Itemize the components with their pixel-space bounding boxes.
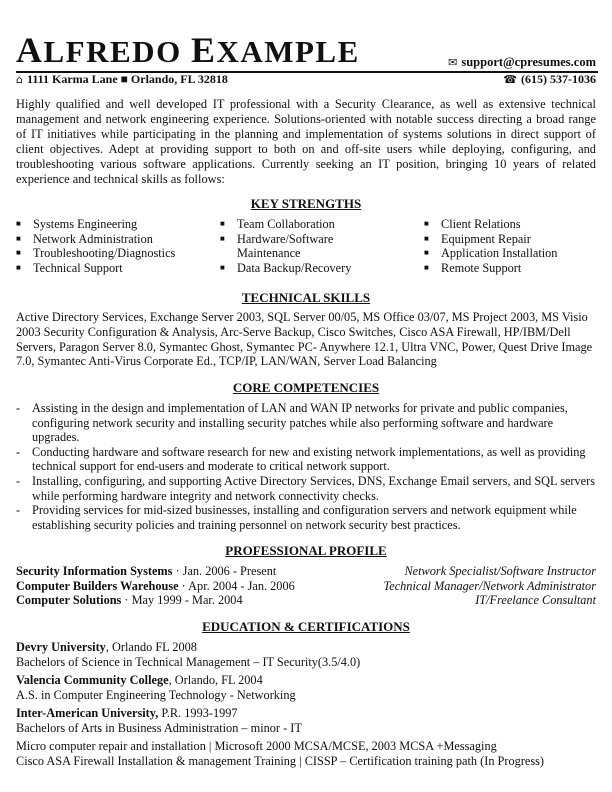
education-entry — [16, 640, 596, 669]
key-strengths-col-2 — [220, 217, 370, 275]
email-address[interactable]: ✉ support@cpresumes.com — [448, 55, 596, 69]
list-item: - Installing, configuring, and supporting Active Directory Services, DNS, Exchange Email servers, and SQL servers while performing hardware integrity and network connectivity checks. — [16, 474, 596, 503]
school-name: Inter-American University, — [16, 706, 159, 720]
employer-name: Security Information Systems — [16, 564, 173, 578]
list-item: ■ Technical Support — [16, 261, 216, 276]
postal-address: ⌂ 1111 Karma Lane ■ Orlando, FL 32818 — [16, 72, 228, 86]
phone-number[interactable]: ☎ (615) 537-1036 — [503, 72, 596, 86]
list-item: ■ Data Backup/Recovery — [220, 261, 370, 276]
school-location: , Orlando, FL 2004 — [168, 673, 263, 687]
profile-row — [16, 593, 596, 608]
certifications-line: Cisco ASA Firewall Installation & management Training | CISSP – Certification training path (In Progress) — [16, 753, 544, 768]
education-entry — [16, 706, 596, 735]
list-item: ■ Hardware/Software Maintenance — [220, 232, 370, 261]
professional-profile-list — [16, 564, 596, 608]
key-strengths-col-3 — [424, 217, 599, 275]
key-strengths-col-1 — [16, 217, 216, 275]
employment-dates: · May 1999 - Mar. 2004 — [121, 593, 243, 608]
job-title: Technical Manager/Network Administrator — [383, 578, 596, 593]
degree: A.S. in Computer Engineering Technology - Networking — [16, 687, 296, 702]
certifications-line: Micro computer repair and installation | Microsoft 2000 MCSA/MCSE, 2003 MCSA +Messaging — [16, 739, 497, 753]
envelope-icon: ✉ — [448, 56, 458, 69]
section-title-key-strengths: KEY STRENGTHS — [250, 196, 362, 211]
list-item: ■ Equipment Repair — [424, 232, 599, 247]
degree: Bachelors of Arts in Business Administration – minor - IT — [16, 720, 302, 735]
school-name: Valencia Community College — [16, 673, 169, 687]
section-title-professional-profile: PROFESSIONAL PROFILE — [225, 543, 387, 558]
section-title-technical-skills: TECHNICAL SKILLS — [241, 290, 371, 305]
school-location: , Orlando FL 2008 — [105, 640, 197, 654]
job-title: Network Specialist/Software Instructor — [404, 564, 596, 578]
school-name: Devry University — [16, 640, 106, 654]
employer-name: Computer Solutions — [16, 593, 122, 608]
list-item: ■ Client Relations — [424, 217, 599, 232]
list-item: - Conducting hardware and software research for new and existing network implementations, as well as providing technical support for end-users and moderate to critical network support. — [16, 445, 596, 474]
core-competencies-list — [16, 401, 596, 532]
section-title-education: EDUCATION & CERTIFICATIONS — [202, 619, 410, 634]
employer-name: Computer Builders Warehouse — [16, 578, 179, 593]
school-location: P.R. 1993-1997 — [158, 706, 238, 720]
home-icon: ⌂ — [16, 73, 23, 86]
list-item: - Assisting in the design and implementation of LAN and WAN IP networks for private and public companies, configuring network security and installing security patches while also performing software and hardware upgrades. — [16, 401, 596, 445]
profile-row — [16, 579, 596, 594]
list-item: - Providing services for mid-sized businesses, installing and configuration servers and network equipment while establishing security policies and training personnel on network security best practices. — [16, 503, 596, 532]
employment-dates: · Apr. 2004 - Jan. 2006 — [178, 578, 295, 593]
list-item: ■ Network Administration — [16, 232, 216, 247]
list-item: ■ Remote Support — [424, 261, 599, 276]
candidate-name: ALFREDO EXAMPLE — [16, 30, 360, 70]
education-entry — [16, 673, 596, 702]
professional-summary: Highly qualified and well developed IT professional with a Security Clearance, as well as extensive technical management and network engineering experience. Solutions-oriented with notable success directing a broad range of IT initiatives while participating in the planning and implementation of systems solutions in direct support of client objectives. Adept at providing support to both on and off-site users while deploying, configuring, and troubleshooting various software applications. Currently seeking an IT position, bringing 10 years of related experience and technical skills as follows: — [16, 97, 596, 186]
list-item: ■ Team Collaboration — [220, 217, 370, 232]
job-title: IT/Freelance Consultant — [475, 593, 596, 608]
employment-dates: · Jan. 2006 - Present — [172, 564, 277, 578]
technical-skills-text: Active Directory Services, Exchange Server 2003, SQL Server 00/05, MS Office 03/07, MS Project 2003, MS Visio 2003 Security Configuration & Analysis, Arc-Serve Backup, Cisco Switches, Cisco ASA Firewall, HP/IBM/Dell Servers, Paragon Server 8.0, Symantec Ghost, Symantec PC- Anywhere 12.1, Ultra VNC, Power, Quest Drive Image 7.0, Symantec Anti-Virus Corporate Ed., TCP/IP, LAN/WAN, Server Load Balancing — [16, 310, 593, 369]
education-list — [16, 640, 596, 768]
list-item: ■ Application Installation — [424, 246, 599, 261]
section-title-core-competencies: CORE COMPETENCIES — [232, 380, 380, 395]
profile-row — [16, 564, 596, 579]
list-item: ■ Systems Engineering — [16, 217, 216, 232]
telephone-icon: ☎ — [503, 73, 517, 86]
list-item: ■ Troubleshooting/Diagnostics — [16, 246, 216, 261]
degree: Bachelors of Science in Technical Management – IT Security(3.5/4.0) — [16, 654, 361, 669]
